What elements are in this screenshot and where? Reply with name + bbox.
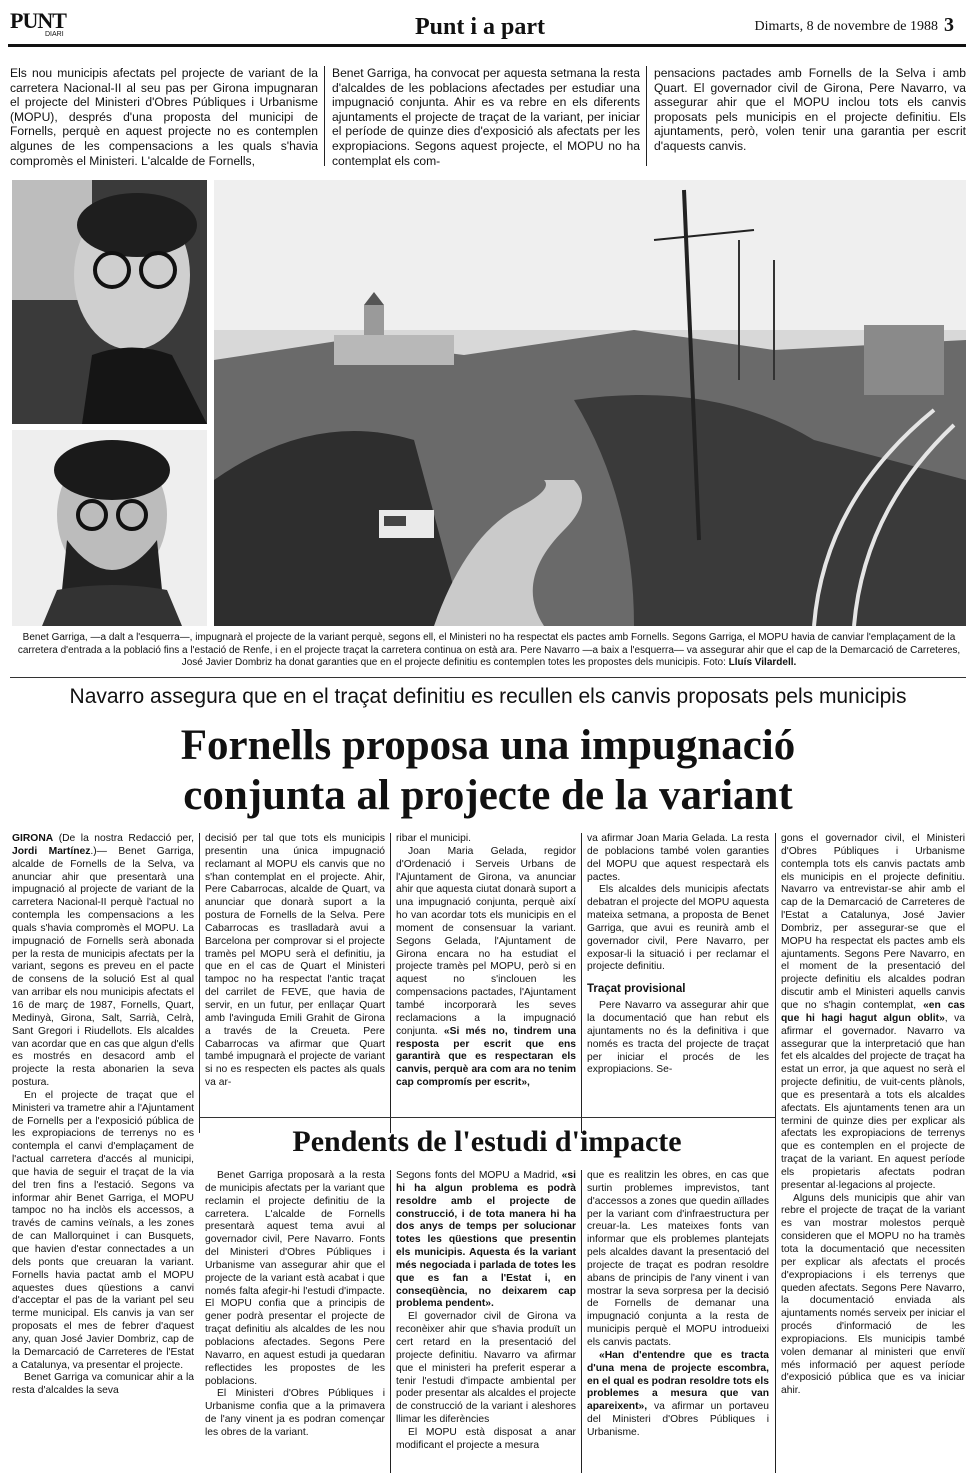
intro-divider <box>646 66 647 166</box>
photo-caption <box>12 632 966 676</box>
logo: PUNT <box>10 8 66 33</box>
paragraph: va afirmar Joan Maria Gelada. La resta de poblacions també volen garanties del MOPU que aquest respectarà els pactes. <box>587 833 769 883</box>
paragraph: Alguns dels municipis que ahir van rebre el projecte de traçat de la variant es van mostrar molestos perquè consideren que el MOPU no ha tramès tota la documentació que necessiten per explicar als afectats el procés d'expropiacions i els terrenys que queden afectats. Segons Pere Navarro, la documentació enviada als ajuntaments només serveix per iniciar el procés d'informació de les expropiacions. Els municipis també volen demanar al ministeri que enviï més informació per aquest període d'exposició pública que es va iniciar ahir. <box>781 1192 965 1397</box>
portrait-garriga-image <box>12 180 207 424</box>
road-landscape-image <box>214 180 966 626</box>
article-col-2 <box>205 833 385 1131</box>
paragraph: El MOPU està disposat a anar modificant el projecte a mesura <box>396 1426 576 1451</box>
second-story-col-1 <box>205 1170 385 1474</box>
column-divider <box>199 833 200 1133</box>
headline-line-1: Fornells proposa una impugnació <box>180 722 796 769</box>
quote: «si hi ha algun problema es podrà resoldre amb el projecte de construcció, i de tota manera hi ha dos anys de temps per solucionar totes les qüestions que presentin els municipis. Aquesta és la variant més negociada i parlada de totes les que es fan a l'Estat i, en conseqüència, no deixarem cap problema pendent». <box>396 1170 576 1310</box>
second-story-top-rule <box>199 1117 775 1118</box>
intro-divider <box>324 66 325 166</box>
intro-col-1: Els nou municipis afectats pel projecte de variant de la carretera Nacional-II al seu pas per Girona impugnaran el projecte del Ministeri d'Obres Públiques i Urbanisme (MOPU), després d'una proposta del municipi de Fornells, perquè en aquest projecte no es contemplen algunes de les compensacions a les quals s'havia compromès el Ministeri. L'alcalde de Fornells, <box>10 66 318 168</box>
article-col-5 <box>781 833 965 1473</box>
logo-sub: DIARI <box>45 31 64 38</box>
column-divider <box>581 1170 582 1473</box>
masthead-rule <box>8 44 966 47</box>
portrait-navarro-image <box>12 430 207 626</box>
caption-text: Benet Garriga, —a dalt a l'esquerra—, impugnarà el projecte de la variant perquè, segons ell, el Ministeri no ha respectat els pactes amb Fornells. Segons Garriga, el MOPU havia de canviar l'emplaçament de la carretera d'entrada a la població fins a l'estació de Renfe, i en el projecte traçat la carretera continua on està ara. Pere Navarro —a baix a l'esquerra— va assegurar ahir que el cap de la Demarcació de Carreteres, José Javier Dombriz ha donat garanties que en el projecte definitiu es contemplen totes les propostes dels municipis. Foto: <box>17 632 961 668</box>
page-number: 3 <box>944 14 954 36</box>
column-divider <box>581 833 582 1133</box>
paragraph: En el projecte de traçat que el Ministeri va trametre ahir a l'Ajuntament de Fornells per a l'exposició pública de les expropiacions de terrenys no es contempla el canvi d'emplaçament de l'actual carretera d'accés al municipi, que havia de seguir el traçat de la via del tren fins a l'estació. Segons va informar ahir Benet Garriga, el MOPU tampoc no ha inclòs els accessos, a través de camins veïnals, a les zones de can Mallorquinet i can Busquets, que havien d'estar connectades a un dels ponts que creuaran la variant. Fornells havia pactat amb el MOPU aquestes dues qüestions a canvi d'acceptar el pas de la variant pel seu terme municipal. Els canvis ja van ser proposats el mes de febrer d'aquest any, quan José Javier Dombriz, cap de la Demarcació de Carreteres de l'Estat a Catalunya, va presentar el projecte. <box>12 1089 194 1371</box>
author: Jordi Martínez <box>12 845 91 857</box>
paragraph: Segons fonts del MOPU a Madrid, «si hi ha algun problema es podrà resoldre amb el projecte de construcció, i de tota manera hi ha dos anys de temps per solucionar totes les qüestions que presentin els municipis. Aquesta és la variant més negociada i parlada de totes les que es fan a l'Estat i, en conseqüència, no deixarem cap problema pendent». <box>396 1170 576 1310</box>
column-divider <box>390 1170 391 1473</box>
paragraph: gons el governador civil, el Ministeri d'Obres Públiques i Urbanisme contempla tots els canvis pactats amb els municipis en el projecte definitiu. Navarro va entrevistar-se ahir amb el cap de la Demarcació de Carreteres de l'Estat a Catalunya, José Javier Dombriz, per assegurar-se que el MOPU ha respectat els pactes amb els ajuntaments. Segons Pere Navarro, en el moment de la presentació del projecte definitiu els alcaldes podran discutir amb el Ministeri aquells canvis que no s'hagin contemplat, «en cas que hi hagi hagut algun oblit», va afirmar el governador. Navarro va assegurar que la interpretació que han fet els alcaldes del projecte de traçat ha estat un error, ja que aquest no serà el projecte definitiu, de vuit-cents plànols, que es presentarà a tots els alcaldes afectats. Els ajuntaments tenen ara un termini de quinze dies per explicar als afectats les expropiacions de terrenys que es contemplen en el projecte de traçat de la variant. En aquest període els propietaris afectats podran presentar al·legacions al projecte. <box>781 833 965 1191</box>
article-lead: GIRONA (De la nostra Redacció per, Jordi Martínez.)— Benet Garriga, alcalde de Fornells de la Selva, va anunciar ahir que presentarà una impugnació al projecte de variant de la carretera Nacional-II perquè l'actual no contempla les compensacions a les quals s'havia compromès el MOPU. La impugnació de Fornells serà abonada per la resta de municipis afectats per la variant, segons es preveu en el pacte de consens de la solució Est al qual van arribar els nou municipis afectats el 16 de març de 1987, Fornells, Quart, Medinyà, Girona, Salt, Sarrià, Celrà, Sant Gregori i Riudellots. Els alcaldes van acordar que en cas que algun d'ells es mostrés en desacord amb el projecte la resta abonarien la seva postura. <box>12 833 194 1089</box>
photo-credit: Lluís Vilardell. <box>728 657 797 668</box>
portrait-photo-garriga <box>12 180 207 424</box>
quote: «Si més no, tindrem una resposta per escrit que ens garantirà que es respectaran els canvis, perquè ara com ara no tenim cap compromís per escrit», <box>396 1025 576 1089</box>
paragraph: que es realitzin les obres, en cas que surtin problemes imprevistos, tant d'accessos a zones que quedin aïllades per la variant com d'infraestructura per creuar-la. Les mateixes fonts van informar que els problemes plantejats pels alcaldes davant la presentació del projecte de traçat es podran resoldre abans de principis de l'any vinent i van mostrar la seva sorpresa per la decisió de Fornells de demanar una impugnació conjunta a la resta de municipis perquè el MOPU introdueixi els canvis pactats. <box>587 1170 769 1348</box>
road-photo <box>214 180 966 626</box>
paragraph: «Han d'entendre que es tracta d'una mena de projecte escombra, en el qual es podran resoldre tots els problemes a mesura que van apareixent», va afirmar un portaveu del Ministeri d'Obres Públiques i Urbanisme. <box>587 1349 769 1438</box>
headline-kicker: Navarro assegura que en el traçat definitiu es recullen els canvis proposats pels municipis <box>69 685 907 708</box>
column-divider <box>390 833 391 1133</box>
subheading-tracat: Traçat provisional <box>587 983 686 996</box>
second-story-col-2 <box>396 1170 576 1474</box>
paragraph: Pere Navarro va assegurar ahir que la documentació que han rebut els ajuntaments no és la definitiva i que només es tracta del projecte de traçat per iniciar el procés de les expropiacions. Se- <box>587 1000 769 1076</box>
paragraph: Els alcaldes dels municipis afectats debatran el projecte del MOPU aquesta mateixa setmana, a proposta de Benet Garriga, que avui es reunirà amb el governador civil, Pere Navarro, per exposar-li la situació i per reclamar el projecte definitiu. <box>587 884 769 973</box>
portrait-photo-navarro <box>12 430 207 626</box>
quote: «en cas que hi hagi hagut algun oblit» <box>781 999 965 1024</box>
paragraph: Joan Maria Gelada, regidor d'Ordenació i Serveis Urbans de l'Ajuntament de Girona, va anunciar ahir que aquesta ciutat donarà suport a una impugnació conjunta, perquè així ho van acordar tots els municipis en el moment de consensuar la variant. Segons Gelada, l'Ajuntament de Girona encara no ha estudiat el projecte tramès pel MOPU, però si en aquest no s'inclouen les compensacions pactades, l'Ajuntament també incorporarà les seves reclamacions a la impugnació conjunta. «Si més no, tindrem una resposta per escrit que ens garantirà que es respectaran els canvis, perquè ara com ara no tenim cap compromís per escrit», <box>396 845 576 1089</box>
headline-line-2: conjunta al projecte de la variant <box>183 772 793 819</box>
second-story-headline: Pendents de l'estudi d'impacte <box>292 1125 682 1158</box>
article-col-3 <box>396 833 576 1131</box>
paragraph: decisió per tal que tots els municipis presentin una única impugnació reclamant al MOPU els canvis que no s'han contemplat en el projecte. Ahir, Pere Cabarrocas, alcalde de Quart, va anunciar que donarà suport a la postura de Fornells de la Selva. Pere Cabarrocas es traslladarà avui a Barcelona per comprovar si el projecte tramès pel MOPU serà el definitiu, ja que en el cas de Quart el Ministeri tampoc no ha respectat l'antic traçat del carrilet de FEVE, que havia de servir, en un futur, per enllaçar Quart amb l'avinguda Emili Grahit de Girona a través de la Creueta. Pere Cabarrocas va afirmar que Quart també impugnarà el projecte de variant si no es respecten els pactes als quals va ar- <box>205 833 385 1089</box>
paragraph: Benet Garriga proposarà a la resta de municipis afectats per la variant que reclamin el projecte definitiu de la carretera. L'alcalde de Fornells presentarà aquest tema avui al governador civil, Pere Navarro. Fonts del Ministeri d'Obres Públiques i Urbanisme van assegurar ahir que el projecte de la variant està acabat i que només falta afegir-hi l'estudi d'impacte. El MOPU confia que a principis de gener podrà presentar el projecte de traçat definitiu als alcaldes de les nou poblacions afectades. Segons Pere Navarro, en aquest estudi ja quedaran reflectides les propostes de les poblacions. <box>205 1170 385 1387</box>
issue-date: Dimarts, 8 de novembre de 1988 <box>754 19 938 34</box>
caption-rule <box>10 677 966 678</box>
quote: «Han d'entendre que es tracta d'una mena de projecte escombra, en el qual es podran resoldre tots els problemes a mesura que van apareixent», <box>587 1349 769 1413</box>
paragraph: Benet Garriga va comunicar ahir a la resta d'alcaldes la seva <box>12 1372 194 1397</box>
dateline: GIRONA <box>12 833 54 844</box>
section-title: Punt i a part <box>414 14 545 40</box>
second-story-col-3 <box>587 1170 769 1474</box>
article-col-1 <box>12 833 194 1473</box>
intro-col-3: pensacions pactades amb Fornells de la Selva i amb Quart. El governador civil de Girona, Pere Navarro, va assegurar ahir que el MOPU inclou tots els canvis proposats pels municipis en el projecte definitiu. Els ajuntaments, però, volen tenir una garantia per escrit d'aquests canvis. <box>654 66 966 153</box>
paragraph: El governador civil de Girona va reconèixer ahir que s'havia produït un cert retard en la presentació del projecte definitiu. Navarro va afirmar que el ministeri ha preferit esperar a tenir l'estudi d'impacte ambiental per poder presentar als alcaldes el projecte de construcció de la variant i aleshores llimar les diferències <box>396 1311 576 1426</box>
column-divider <box>775 833 776 1473</box>
paragraph: El Ministeri d'Obres Públiques i Urbanisme confia que a la primavera de l'any vinent ja es podran començar les obres de la variant. <box>205 1388 385 1438</box>
intro-col-2: Benet Garriga, ha convocat per aquesta setmana la resta d'alcaldes de les poblacions afectades per estudiar una impugnació conjunta. Ahir es va rebre en els diferents ajuntaments el projecte de traçat de la variant, per iniciar el període de quinze dies d'exposició als afectats per les expropiacions. Segons aquest projecte, el MOPU no ha contemplat els com- <box>332 66 640 168</box>
paragraph: ribar el municipi. <box>396 833 471 844</box>
article-col-4 <box>587 833 769 1131</box>
